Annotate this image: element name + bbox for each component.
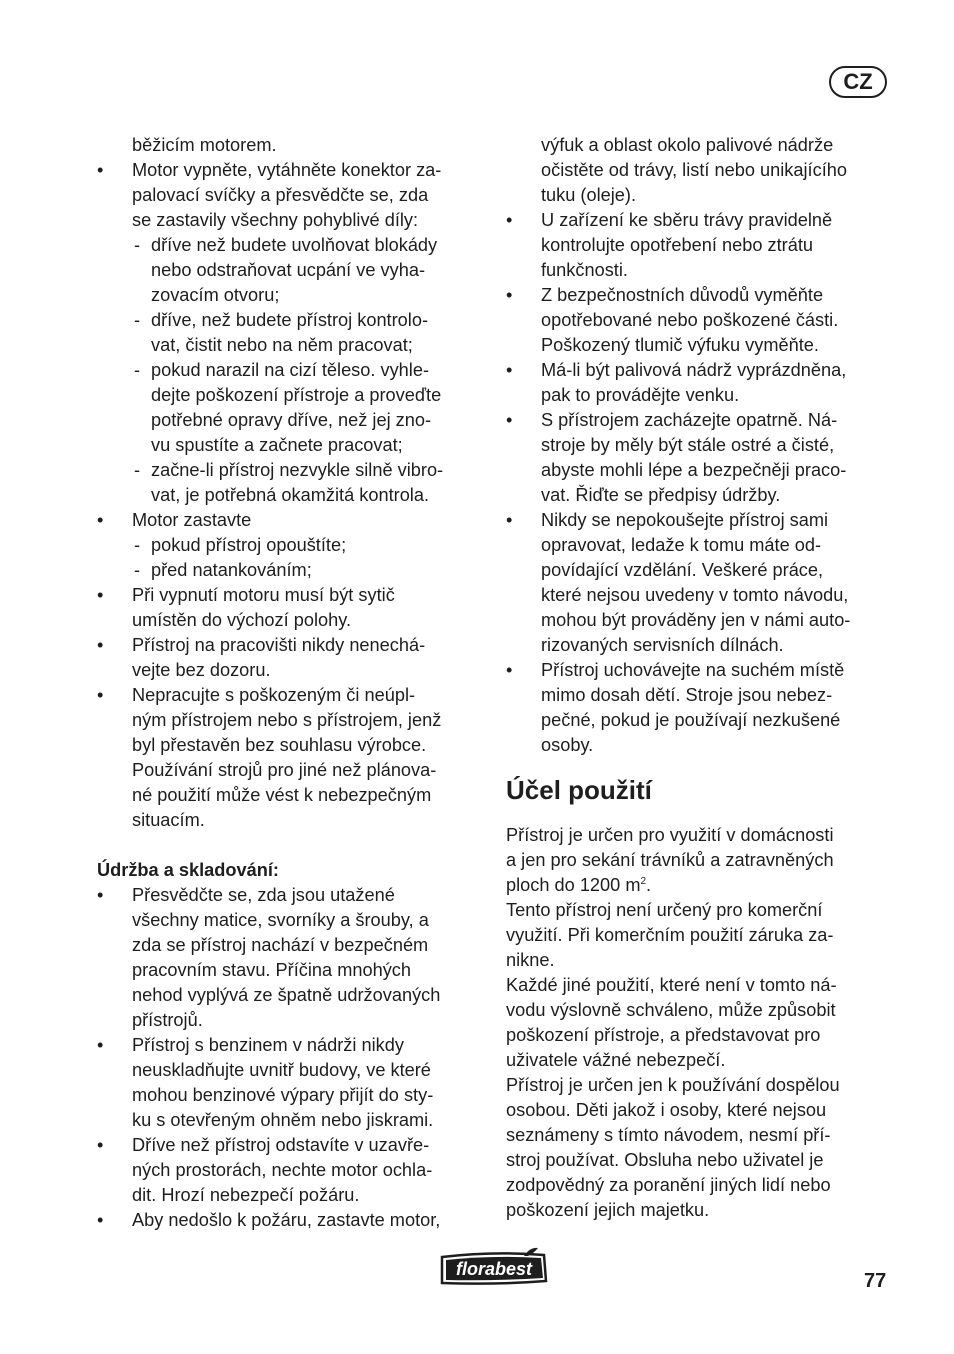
text-line: poškození přístroje, a představovat pro (506, 1025, 821, 1045)
list-item: • Nikdy se nepokoušejte přístroj sami (506, 508, 898, 533)
list-item: • Má-li být palivová nádrž vyprázdněna, (506, 358, 898, 383)
text-line: kontrolujte opotřebení nebo ztrátu (541, 235, 813, 255)
text-line: situacím. (132, 810, 205, 830)
text-line: pracovním stavu. Příčina mnohých (132, 960, 411, 980)
text-line: palovací svíčky a přesvědčte se, zda (132, 185, 429, 205)
bullet-icon: • (97, 1210, 104, 1230)
dash-icon: - (134, 235, 141, 255)
florabest-logo (438, 1245, 550, 1287)
text-line: poškození jejich majetku. (506, 1200, 710, 1220)
bullet-icon: • (97, 160, 104, 180)
text-line: nikne. (506, 950, 555, 970)
language-badge: CZ (829, 66, 887, 98)
text-line: nebo odstraňovat ucpání ve vyha- (151, 260, 426, 280)
sub-list-item: - dříve, než budete přístroj kontrolo- (97, 308, 489, 333)
text-line: dejte poškození přístroje a proveďte (151, 385, 442, 405)
list-item: • Přístroj uchovávejte na suchém místě (506, 658, 898, 683)
text-line: Tento přístroj není určený pro komerční (506, 900, 823, 920)
list-item: • Při vypnutí motoru musí být sytič (97, 583, 489, 608)
text-line: vodu výslovně schváleno, může způsobit (506, 1000, 836, 1020)
text-line: nehod vyplývá ze špatně udržovaných (132, 985, 441, 1005)
bullet-icon: • (506, 210, 513, 230)
text-line: byl přestavěn bez souhlasu výrobce. (132, 735, 427, 755)
text-line: přístrojů. (132, 1010, 203, 1030)
text-line: opravovat, ledaže k tomu máte od- (541, 535, 822, 555)
text-line: opotřebované nebo poškozené části. (541, 310, 839, 330)
text-line: zodpovědný za poranění jiných lidí nebo (506, 1175, 831, 1195)
list-item: • Přesvědčte se, zda jsou utažené (97, 883, 489, 908)
bullet-icon: • (97, 685, 104, 705)
text-line: mohou být prováděny jen v námi auto- (541, 610, 851, 630)
dash-icon: - (134, 360, 141, 380)
text-line: výfuk a oblast okolo palivové nádrže (541, 135, 834, 155)
text-line: vat. Řiďte se předpisy údržby. (541, 485, 781, 505)
text-line: pak to provádějte venku. (541, 385, 740, 405)
text-line: očistěte od trávy, listí nebo unikajícího (541, 160, 847, 180)
sub-list-item: - dříve než budete uvolňovat blokády (97, 233, 489, 258)
bullet-icon: • (97, 585, 104, 605)
list-item: • Z bezpečnostních důvodů vyměňte (506, 283, 898, 308)
text-line: vu spustíte a začnete pracovat; (151, 435, 403, 455)
section-subheading: Údržba a skladování: (97, 860, 279, 880)
list-item: • Přístroj s benzinem v nádrži nikdy (97, 1033, 489, 1058)
right-column (506, 133, 898, 1223)
text-line: Používání strojů pro jiné než plánova- (132, 760, 437, 780)
text-line: pečné, pokud je používají nezkušené (541, 710, 841, 730)
text-line: ku s otevřeným ohněm nebo jiskrami. (132, 1110, 434, 1130)
left-column (97, 133, 489, 1233)
dash-icon: - (134, 310, 141, 330)
text-line: stroj používat. Obsluha nebo uživatel je (506, 1150, 824, 1170)
text-line: potřebné opravy dříve, než jej zno- (151, 410, 432, 430)
text-line: mimo dosah dětí. Stroje jsou nebez- (541, 685, 833, 705)
text-line: vat, je potřebná okamžitá kontrola. (151, 485, 430, 505)
sub-list-item: - pokud narazil na cizí těleso. vyhle- (97, 358, 489, 383)
text-line: neuskladňujte uvnitř budovy, ve které (132, 1060, 431, 1080)
bullet-icon: • (97, 885, 104, 905)
bullet-icon: • (506, 360, 513, 380)
bullet-icon: • (97, 1135, 104, 1155)
bullet-icon: • (97, 635, 104, 655)
list-item: • Dříve než přístroj odstavíte v uzavře- (97, 1133, 489, 1158)
text-line: stroje by měly být stále ostré a čisté, (541, 435, 835, 455)
text-line: tuku (oleje). (541, 185, 637, 205)
bullet-icon: • (97, 1035, 104, 1055)
text-line: Poškozený tlumič výfuku vyměňte. (541, 335, 819, 355)
text-line: Přístroj je určen jen k používání dospělou (506, 1075, 840, 1095)
text-line: osoby. (541, 735, 594, 755)
text-line: né použití může vést k nebezpečným (132, 785, 432, 805)
text-line: mohou benzinové výpary přijít do sty- (132, 1085, 434, 1105)
page-number: 77 (864, 1270, 887, 1292)
text-line: a jen pro sekání trávníků a zatravněných (506, 850, 834, 870)
dash-icon: - (134, 560, 141, 580)
text-line: ploch do 1200 $m^2$. (506, 875, 652, 895)
text-line: funkčnosti. (541, 260, 628, 280)
text-line: zda se přístroj nachází v bezpečném (132, 935, 429, 955)
list-item: • Přístroj na pracovišti nikdy nenechá- (97, 633, 489, 658)
bullet-icon: • (97, 510, 104, 530)
text-line: se zastavily všechny pohyblivé díly: (132, 210, 419, 230)
section-heading: Účel použití (506, 775, 652, 805)
sub-list-item: - začne-li přístroj nezvykle silně vibro- (97, 458, 489, 483)
text-line: seznámeny s tímto návodem, nesmí pří- (506, 1125, 831, 1145)
bullet-icon: • (506, 510, 513, 530)
text-line: abyste mohli lépe a bezpečněji praco- (541, 460, 847, 480)
text-line: běžicím motorem. (132, 135, 277, 155)
text-line: všechny matice, svorníky a šrouby, a (132, 910, 429, 930)
logo-text: florabest (455, 1259, 533, 1279)
dash-icon: - (134, 460, 141, 480)
list-item: • Motor vypněte, vytáhněte konektor za- (97, 158, 489, 183)
bullet-icon: • (506, 285, 513, 305)
text-line: Každé jiné použití, které není v tomto ná- (506, 975, 837, 995)
bullet-icon: • (506, 660, 513, 680)
dash-icon: - (134, 535, 141, 555)
text-line: uživatele vážné nebezpečí. (506, 1050, 726, 1070)
list-item: • Nepracujte s poškozeným či neúpl- (97, 683, 489, 708)
text-line: vat, čistit nebo na něm pracovat; (151, 335, 413, 355)
bullet-icon: • (506, 410, 513, 430)
text-line: dit. Hrozí nebezpečí požáru. (132, 1185, 360, 1205)
text-line: osobou. Děti jakož i osoby, které nejsou (506, 1100, 827, 1120)
superscript: 2 (640, 875, 647, 887)
list-item: • Aby nedošlo k požáru, zastavte motor, (97, 1208, 489, 1233)
text-line: povídající vzdělání. Veškeré práce, (541, 560, 824, 580)
sub-list-item: - před natankováním; (97, 558, 489, 583)
list-item: • U zařízení ke sběru trávy pravidelně (506, 208, 898, 233)
text-line: vejte bez dozoru. (132, 660, 271, 680)
sub-list-item: - pokud přístroj opouštíte; (97, 533, 489, 558)
text-line: rizovaných servisních dílnách. (541, 635, 784, 655)
text-line: ným přístrojem nebo s přístrojem, jenž (132, 710, 442, 730)
list-item: • Motor zastavte (97, 508, 489, 533)
text-line: využití. Při komerčním použití záruka za- (506, 925, 834, 945)
list-item: • S přístrojem zacházejte opatrně. Ná- (506, 408, 898, 433)
text-line: ných prostorách, nechte motor ochla- (132, 1160, 433, 1180)
text-line: umístěn do výchozí polohy. (132, 610, 352, 630)
text-line: Přístroj je určen pro využití v domácnosti (506, 825, 834, 845)
text-line: zovacím otvoru; (151, 285, 280, 305)
text-line: které nejsou uvedeny v tomto návodu, (541, 585, 849, 605)
